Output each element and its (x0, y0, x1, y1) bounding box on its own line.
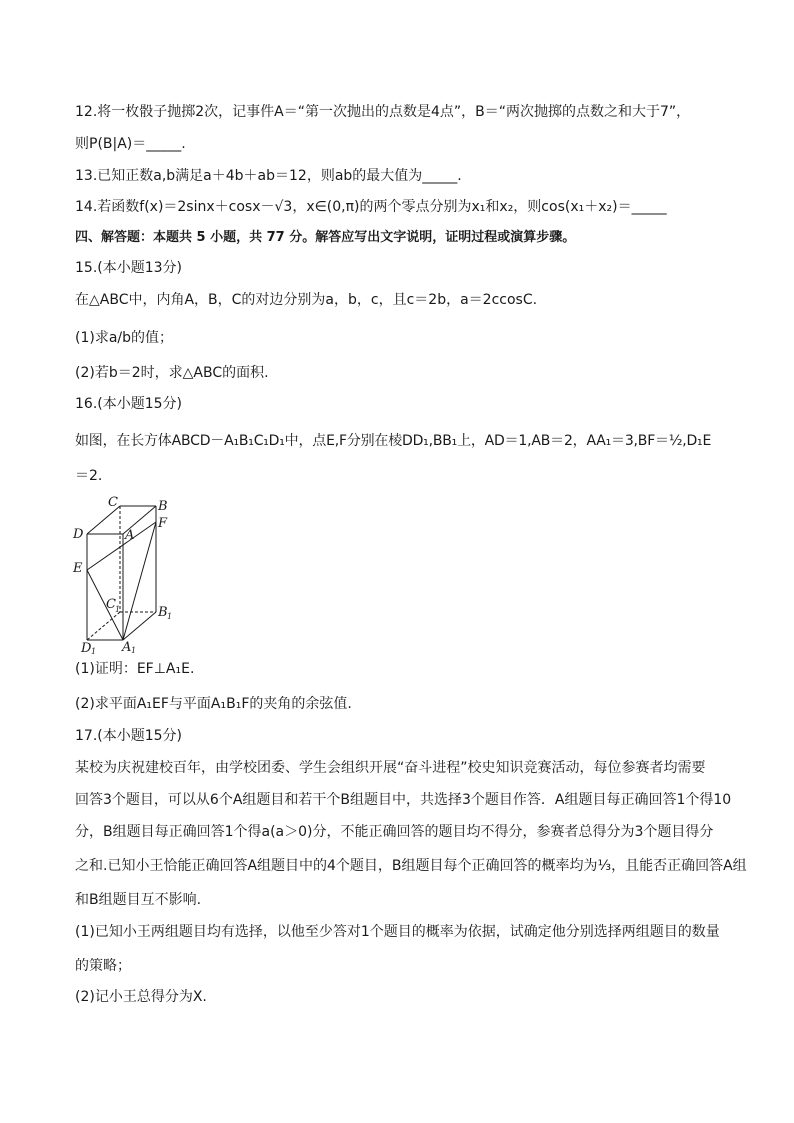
segment-ef (87, 522, 156, 570)
problem-17-line-3: 分，B组题目每正确回答1个得a(a＞0)分，不能正确回答的题目均不得分，参赛者总得分为3个题目得分 (75, 824, 714, 840)
problem-15-question-1: (1)求a/b的值； (75, 330, 174, 346)
problem-16-text-2: ＝2. (75, 468, 103, 484)
label-b1: B (158, 605, 168, 620)
label-a1-subscript: 1 (131, 646, 137, 654)
problem-16-question-2: (2)求平面A₁EF与平面A₁B₁F的夹角的余弦值. (75, 696, 352, 712)
problem-13: 13.已知正数a,b满足a＋4b＋ab＝12，则ab的最大值为_____. (75, 168, 462, 184)
cuboid-figure (70, 494, 180, 654)
label-d1-subscript: 1 (91, 647, 97, 654)
label-c1: C (106, 597, 116, 612)
label-d: D (73, 527, 84, 542)
problem-17-line-1: 某校为庆祝建校百年，由学校团委、学生会组织开展“奋斗进程”校史知识竞赛活动，每位参赛者均需要 (75, 760, 706, 776)
label-e: E (73, 561, 83, 576)
label-d1: D (81, 641, 92, 654)
problem-14: 14.若函数f(x)＝2sinx＋cosx－√3，x∈(0,π)的两个零点分别为x₁和x₂，则cos(x₁＋x₂)＝_____ (75, 199, 667, 215)
label-a1: A (122, 640, 132, 654)
problem-15-question-2: (2)若b＝2时，求△ABC的面积. (75, 365, 269, 381)
label-c: C (108, 495, 118, 510)
problem-17-question-1-line-2: 的策略； (75, 958, 131, 974)
label-f: F (158, 516, 168, 531)
label-c1-subscript: 1 (115, 605, 121, 614)
problem-12-line-1: 12.将一枚骰子抛掷2次，记事件A＝“第一次抛出的点数是4点”，B＝“两次抛掷的点数之和大于7”， (75, 104, 691, 120)
edge-a1b1 (123, 612, 156, 640)
problem-12-line-2: 则P(B|A)＝_____. (75, 136, 186, 152)
problem-15-text: 在△ABC中，内角A，B，C的对边分别为a，b，c，且c＝2b，a＝2ccosC. (75, 292, 538, 308)
problem-16-question-1: (1)证明：EF⊥A₁E. (75, 661, 195, 677)
label-b1-subscript: 1 (167, 612, 173, 621)
problem-16-heading: 16.(本小题15分) (75, 396, 183, 412)
problem-15-heading: 15.(本小题13分) (75, 260, 183, 276)
label-b: B (158, 499, 168, 514)
hidden-edge-c1d1 (87, 612, 120, 640)
cuboid-diagram (70, 494, 180, 654)
section-4-heading: 四、解答题：本题共 5 小题，共 77 分。解答应写出文字说明，证明过程或演算步骤。 (75, 230, 576, 245)
problem-17-heading: 17.(本小题15分) (75, 728, 183, 744)
label-a: A (125, 528, 135, 543)
problem-17-line-2: 回答3个题目，可以从6个A组题目和若干个B组题目中，共选择3个题目作答．A组题目每正确回答1个得10 (75, 792, 732, 808)
problem-17-line-5: 和B组题目互不影响. (75, 892, 202, 908)
problem-16-text-1: 如图，在长方体ABCD－A₁B₁C₁D₁中，点E,F分别在棱DD₁,BB₁上，AD＝1,AB＝2，AA₁＝3,BF＝½,D₁E (75, 433, 712, 449)
problem-17-question-1-line-1: (1)已知小王两组题目均有选择，以他至少答对1个题目的概率为依据，试确定他分别选择两组题目的数量 (75, 924, 720, 940)
problem-17-line-4: 之和.已知小王恰能正确回答A组题目中的4个题目，B组题目每个正确回答的概率均为⅓，且能否正确回答A组 (75, 858, 747, 874)
edge-cd (87, 506, 120, 534)
problem-17-question-2: (2)记小王总得分为X. (75, 989, 207, 1005)
